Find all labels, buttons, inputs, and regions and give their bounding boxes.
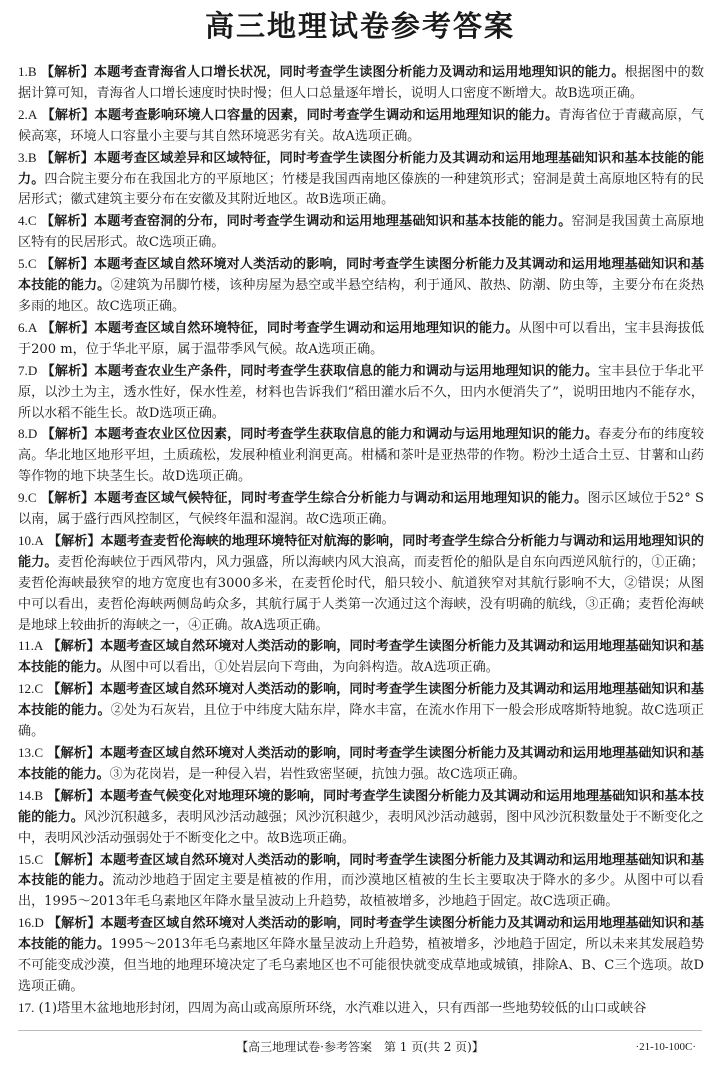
- analysis-tag: 【解析】: [41, 320, 95, 336]
- answer-item: [18, 743, 704, 786]
- analysis-body: 1995～2013年毛乌素地区年降水量呈波动上升趋势，植被增多，沙地趋于固定，所以未来其发展趋势不可能变成沙漠，但当地的地理环境决定了毛乌素地区也不可能很快就变成草地或城镇，排除A、B、C三个选项。故D选项正确。: [18, 937, 704, 994]
- answer-number: 13.C: [18, 745, 44, 760]
- analysis-tag: 【解析】: [47, 682, 100, 698]
- analysis-lead-text: 本题考查农业区位因素，同时考查学生获取信息的能力和调动与运用地理知识的能力。: [94, 427, 599, 443]
- analysis-lead-text: 本题考查区域自然环境对人类活动的影响，同时考查学生读图分析能力及其调动和运用地理基础知识和基本技能的能力。: [18, 639, 705, 676]
- answer-item: [18, 913, 704, 998]
- footer-page-label: 【高三地理试卷·参考答案 第 1 页(共 2 页)】: [236, 1040, 484, 1054]
- analysis-tag: 【解析】: [40, 491, 95, 507]
- analysis-body: ②建筑为吊脚竹楼，该种房屋为悬空或半悬空结构，利于通风、散热、防潮、防虫等，主要分布在炎热多雨的地区。故C选项正确。: [18, 278, 704, 314]
- analysis-body: 春麦分布的纬度较高。华北地区地形平坦，土质疏松，发展种植业利润更高。柑橘和茶叶是亚热带的作物。粉沙土适合土豆、甘薯和山药等作物的地下块茎生长。故D选项正确。: [18, 427, 705, 485]
- analysis-body: 麦哲伦海峡位于西风带内，风力强盛，所以海峡内风大浪高，而麦哲伦的船队是自东向西逆风航行的，①正确；麦哲伦海峡最狭窄的地方宽度也有3000多米，在麦哲伦时代，船只较小、航道狭窄对其航行影响不大，②错误；从图中可以看出，麦哲伦海峡两侧岛屿众多，其航行属于人类第一次通过这个海峡，没有明确的航线，③正确；麦哲伦海峡是地球上较曲折的海峡之一，④正确。故A选项正确。: [18, 554, 705, 633]
- answer-item: [18, 531, 704, 637]
- page-title: 高三地理试卷参考答案: [204, 9, 515, 43]
- answer-number: 15.C: [18, 851, 44, 867]
- analysis-body: 风沙沉积越多，表明风沙活动越强；风沙沉积越少，表明风沙活动越弱，图中风沙沉积数量处于不断变化之中，表明风沙活动强弱处于不断变化之中。故B选项正确。: [18, 809, 705, 846]
- answer-item: [18, 636, 704, 679]
- analysis-tag: 【解析】: [40, 65, 94, 80]
- analysis-lead: [42, 427, 599, 442]
- analysis-lead: [42, 321, 519, 336]
- analysis-tag: 【解析】: [47, 639, 101, 655]
- page-footer: [0, 1035, 720, 1059]
- analysis-body: 青海省位于青藏高原，气候高寒，环境人口容量小主要与其自然环境恶劣有关。故A选项正确。: [18, 107, 705, 144]
- analysis-lead-text: 本题考查区域气候特征，同时考查学生综合分析能力与调动和运用地理知识的能力。: [94, 491, 588, 507]
- answer-number: 17.: [18, 999, 35, 1015]
- answer-number: 1.B: [18, 64, 37, 79]
- answer-number: 9.C: [18, 490, 37, 506]
- answer-number: 12.C: [18, 681, 44, 697]
- answer-item: [18, 998, 704, 1020]
- footer-code: ·21-10-100C·: [635, 1041, 696, 1053]
- analysis-lead-text: 本题考查区域自然环境对人类活动的影响，同时考查学生读图分析能力及其调动和运用地理基础知识和基本技能的能力。: [18, 257, 704, 294]
- footer-divider: [18, 1030, 702, 1031]
- analysis-lead-text: 本题考查区域自然环境特征，同时考查学生调动和运用地理知识的能力。: [94, 320, 519, 336]
- answer-number: 16.D: [18, 915, 44, 931]
- analysis-tag: 【解析】: [40, 257, 94, 273]
- analysis-lead: [42, 364, 599, 379]
- analysis-body: 四合院主要分布在我国北方的平原地区；竹楼是我国西南地区傣族的一种建筑形式；窑洞是黄土高原地区特有的民居形式；徽式建筑主要分布在安徽及其附近地区。故B选项正确。: [18, 171, 704, 208]
- answer-item: [18, 318, 704, 361]
- analysis-body: 流动沙地趋于固定主要是植被的作用，而沙漠地区植被的生长主要取决于降水的多少。从图中可以看出，1995～2013年毛乌素地区年降水量呈波动上升趋势，故植被增多，沙地趋于固定。故C选项正确。: [18, 873, 705, 910]
- analysis-tag: 【解析】: [48, 533, 101, 549]
- answer-item: [18, 786, 704, 850]
- analysis-lead: [42, 108, 559, 123]
- analysis-tag: 【解析】: [47, 746, 100, 761]
- answer-item: [18, 62, 704, 105]
- analysis-body: 根据图中的数据计算可知，青海省人口增长速度时快时慢；但人口总量逐年增长，说明人口密度不断增大。故B选项正确。: [18, 65, 705, 101]
- answer-number: 4.C: [18, 213, 37, 229]
- analysis-body: 窑洞是我国黄土高原地区特有的民居形式。故C选项正确。: [18, 214, 705, 251]
- answer-item: [18, 361, 704, 425]
- answer-number: 14.B: [18, 787, 44, 803]
- answer-number: 5.C: [18, 256, 37, 272]
- answer-number: 6.A: [18, 319, 38, 335]
- analysis-tag: 【解析】: [41, 363, 95, 379]
- answer-item: [18, 254, 704, 318]
- analysis-lead-text: 本题考查区域自然环境对人类活动的影响，同时考查学生读图分析能力及其调动和运用地理基础知识和基本技能的能力。: [18, 916, 705, 953]
- analysis-tag: 【解析】: [40, 214, 94, 230]
- analysis-lead-text: 本题考查窑洞的分布，同时考查学生调动和运用地理基础知识和基本技能的能力。: [93, 214, 572, 230]
- analysis-lead-text: 本题考查区域自然环境对人类活动的影响，同时考查学生读图分析能力及其调动和运用地理基础知识和基本技能的能力。: [18, 852, 704, 889]
- answer-item: [18, 105, 704, 148]
- answer-number: 7.D: [18, 362, 38, 378]
- analysis-tag: 【解析】: [41, 107, 95, 123]
- analysis-body: 图示区域位于52° S以南，属于盛行西风控制区，气候终年温和湿润。故C选项正确。: [18, 491, 705, 528]
- analysis-lead: [41, 214, 572, 229]
- analysis-lead-text: 本题考查区域自然环境对人类活动的影响，同时考查学生读图分析能力及其调动和运用地理基础知识和基本技能的能力。: [18, 682, 704, 719]
- analysis-body: ③为花岗岩，是一种侵入岩，岩性致密坚硬，抗蚀力强。故C选项正确。: [109, 766, 526, 782]
- analysis-tag: 【解析】: [40, 150, 94, 166]
- answer-number: 3.B: [18, 149, 37, 165]
- analysis-lead: [41, 65, 625, 80]
- analysis-tag: 【解析】: [47, 852, 100, 868]
- analysis-lead-text: 本题考查区域差异和区域特征，同时考查学生读图分析能力及其调动和运用地理基础知识和基本技能的能力。: [18, 150, 704, 187]
- analysis-body: 宝丰县位于华北平原，以沙土为主，透水性好，保水性差，材料也告诉我们“稻田灌水后不久，田内水便消失了”，说明田地内不能存水，所以水稻不能生长。故D选项正确。: [18, 363, 705, 421]
- analysis-lead-text: 本题考查麦哲伦海峡的地理环境特征对航海的影响，同时考查学生综合分析能力与调动和运用地理知识的能力。: [18, 533, 705, 570]
- analysis-body: (1)塔里木盆地地形封闭，四周为高山或高原所环绕，水汽难以进入，只有西部一些地势较低的山口或峡谷: [38, 1000, 647, 1016]
- analysis-body: 从图中可以看出，宝丰县海拔低于200 m，位于华北平原，属于温带季风气候。故A选项正确。: [18, 320, 705, 357]
- analysis-tag: 【解析】: [41, 427, 95, 443]
- answer-item: [18, 488, 704, 531]
- analysis-lead-text: 本题考查农业生产条件，同时考查学生获取信息的能力和调动与运用地理知识的能力。: [94, 363, 599, 379]
- analysis-lead-text: 本题考查区域自然环境对人类活动的影响，同时考查学生读图分析能力及其调动和运用地理基础知识和基本技能的能力。: [18, 746, 704, 782]
- answer-item: [18, 850, 704, 914]
- answer-number: 2.A: [18, 106, 38, 122]
- answer-number: 8.D: [18, 426, 38, 442]
- answer-list: [18, 62, 704, 1020]
- answer-item: [18, 211, 704, 254]
- answer-item: [18, 679, 704, 743]
- analysis-body: ②处为石灰岩，且位于中纬度大陆东岸，降水丰富，在流水作用下一般会形成喀斯特地貌。故C选项正确。: [18, 703, 704, 740]
- answer-item: [18, 424, 704, 488]
- answer-number: 11.A: [18, 638, 44, 654]
- analysis-body: 从图中可以看出，①处岩层向下弯曲，为向斜构造。故A选项正确。: [109, 660, 499, 676]
- analysis-lead-text: 本题考查青海省人口增长状况，同时考查学生读图分析能力及调动和运用地理知识的能力。: [93, 65, 625, 80]
- analysis-tag: 【解析】: [47, 788, 100, 804]
- analysis-lead-text: 本题考查影响环境人口容量的因素，同时考查学生调动和运用地理知识的能力。: [94, 107, 559, 123]
- answer-item: [18, 148, 704, 212]
- analysis-lead: [41, 491, 588, 506]
- answer-number: 10.A: [18, 532, 44, 548]
- analysis-tag: 【解析】: [48, 916, 101, 932]
- analysis-lead-text: 本题考查气候变化对地理环境的影响，同时考查学生读图分析能力及其调动和运用地理基础知识和基本技能的能力。: [18, 788, 704, 825]
